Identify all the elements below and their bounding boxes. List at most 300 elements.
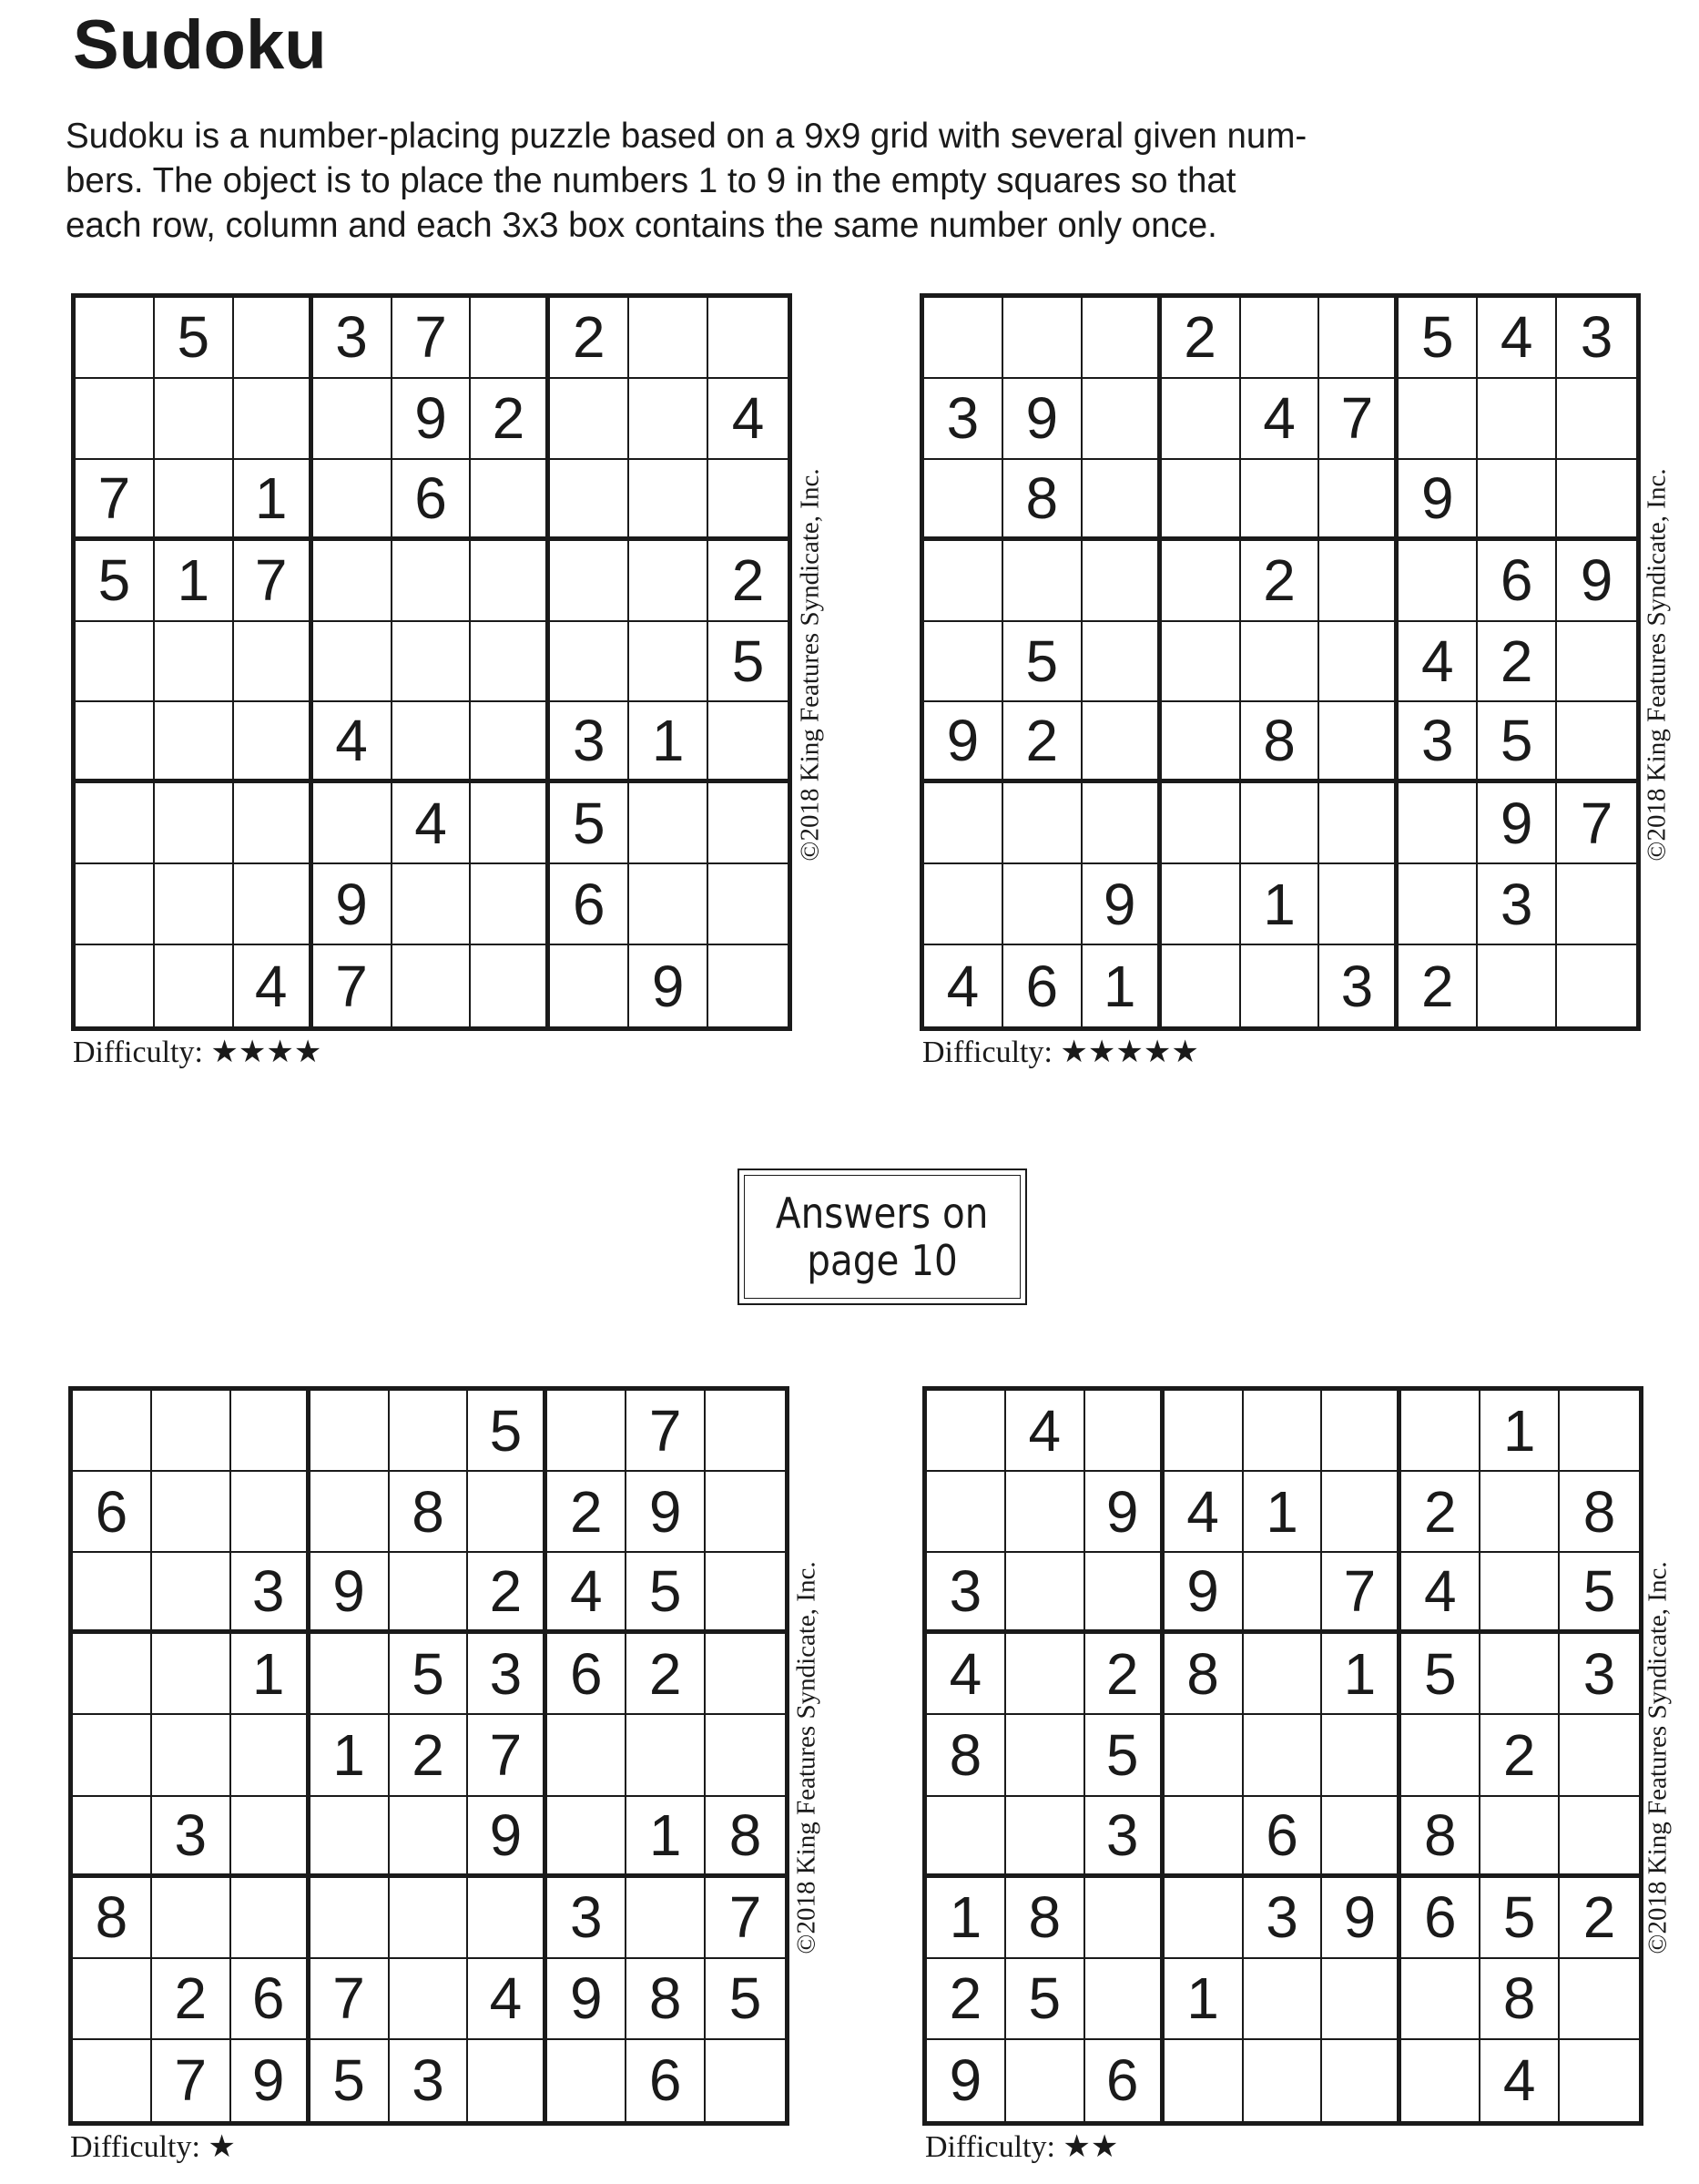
sudoku-cell[interactable] [76,864,155,945]
sudoku-cell[interactable]: 4 [392,783,472,864]
sudoku-cell[interactable]: 4 [924,945,1003,1026]
sudoku-cell[interactable] [1322,1715,1401,1796]
sudoku-cell[interactable] [471,783,550,864]
sudoku-cell[interactable] [1560,1391,1639,1472]
sudoku-cell[interactable] [468,1878,547,1959]
sudoku-cell[interactable] [1165,1878,1244,1959]
sudoku-cell[interactable] [1478,379,1557,460]
sudoku-cell[interactable] [1162,702,1241,783]
sudoku-cell[interactable] [310,1391,390,1472]
sudoku-cell[interactable] [313,460,392,541]
sudoku-cell[interactable] [708,783,788,864]
sudoku-cell[interactable]: 6 [1401,1878,1480,1959]
sudoku-cell[interactable] [1319,702,1399,783]
sudoku-cell[interactable]: 6 [1478,541,1557,622]
sudoku-cell[interactable] [927,1797,1006,1878]
sudoku-cell[interactable]: 2 [1399,945,1478,1026]
sudoku-cell[interactable] [1083,541,1162,622]
sudoku-cell[interactable] [626,1878,706,1959]
sudoku-cell[interactable]: 2 [468,1553,547,1634]
sudoku-cell[interactable]: 5 [706,1959,785,2040]
sudoku-cell[interactable]: 8 [73,1878,152,1959]
sudoku-cell[interactable] [1244,1391,1323,1472]
sudoku-cell[interactable] [1241,460,1320,541]
sudoku-cell[interactable] [626,1715,706,1796]
sudoku-cell[interactable] [1557,622,1636,703]
sudoku-cell[interactable]: 5 [1478,702,1557,783]
sudoku-cell[interactable]: 9 [626,1472,706,1553]
sudoku-cell[interactable] [155,460,234,541]
sudoku-cell[interactable]: 8 [1401,1797,1480,1878]
sudoku-cell[interactable] [392,541,472,622]
sudoku-cell[interactable] [1560,1715,1639,1796]
sudoku-cell[interactable] [1085,1553,1165,1634]
sudoku-cell[interactable]: 2 [547,1472,626,1553]
sudoku-cell[interactable] [924,460,1003,541]
sudoku-cell[interactable] [629,783,708,864]
sudoku-cell[interactable]: 7 [234,541,313,622]
sudoku-cell[interactable] [155,702,234,783]
sudoku-cell[interactable]: 7 [152,2040,231,2121]
sudoku-cell[interactable]: 3 [313,298,392,379]
sudoku-cell[interactable] [547,2040,626,2121]
sudoku-cell[interactable] [924,864,1003,945]
sudoku-cell[interactable] [1006,1715,1085,1796]
sudoku-cell[interactable] [1322,1959,1401,2040]
sudoku-cell[interactable] [76,783,155,864]
sudoku-cell[interactable] [1401,2040,1480,2121]
sudoku-cell[interactable] [390,1391,469,1472]
sudoku-cell[interactable] [1006,1472,1085,1553]
sudoku-cell[interactable] [1162,864,1241,945]
sudoku-cell[interactable] [1244,1553,1323,1634]
sudoku-cell[interactable] [924,783,1003,864]
sudoku-cell[interactable] [76,622,155,703]
sudoku-cell[interactable]: 4 [1165,1472,1244,1553]
sudoku-cell[interactable]: 7 [1319,379,1399,460]
sudoku-cell[interactable] [1480,1797,1560,1878]
sudoku-cell[interactable] [1319,541,1399,622]
sudoku-cell[interactable] [1006,1634,1085,1715]
sudoku-cell[interactable] [1319,622,1399,703]
sudoku-cell[interactable] [1162,622,1241,703]
sudoku-cell[interactable]: 6 [547,1634,626,1715]
sudoku-cell[interactable] [629,298,708,379]
sudoku-cell[interactable] [1480,1634,1560,1715]
sudoku-cell[interactable]: 1 [1165,1959,1244,2040]
sudoku-cell[interactable]: 3 [1399,702,1478,783]
sudoku-cell[interactable]: 5 [1480,1878,1560,1959]
sudoku-cell[interactable] [1399,783,1478,864]
sudoku-cell[interactable] [1162,945,1241,1026]
sudoku-cell[interactable] [152,1553,231,1634]
sudoku-cell[interactable]: 9 [1003,379,1083,460]
sudoku-cell[interactable]: 5 [76,541,155,622]
sudoku-cell[interactable] [152,1634,231,1715]
sudoku-cell[interactable]: 7 [313,945,392,1026]
sudoku-cell[interactable] [468,2040,547,2121]
sudoku-cell[interactable] [547,1797,626,1878]
sudoku-cell[interactable] [1006,1797,1085,1878]
sudoku-cell[interactable]: 1 [1083,945,1162,1026]
sudoku-cell[interactable] [1401,1959,1480,2040]
sudoku-cell[interactable]: 7 [626,1391,706,1472]
sudoku-cell[interactable] [927,1391,1006,1472]
sudoku-cell[interactable]: 3 [468,1634,547,1715]
sudoku-cell[interactable]: 4 [1401,1553,1480,1634]
sudoku-cell[interactable]: 1 [1241,864,1320,945]
sudoku-cell[interactable] [629,864,708,945]
sudoku-cell[interactable]: 4 [1241,379,1320,460]
sudoku-cell[interactable] [471,622,550,703]
sudoku-cell[interactable] [706,1391,785,1472]
sudoku-cell[interactable] [1241,945,1320,1026]
sudoku-cell[interactable]: 9 [924,702,1003,783]
sudoku-cell[interactable]: 4 [313,702,392,783]
sudoku-cell[interactable]: 9 [1478,783,1557,864]
sudoku-cell[interactable]: 4 [927,1634,1006,1715]
sudoku-cell[interactable] [1478,945,1557,1026]
sudoku-cell[interactable]: 9 [1557,541,1636,622]
sudoku-cell[interactable] [73,2040,152,2121]
sudoku-cell[interactable] [1244,1634,1323,1715]
sudoku-cell[interactable] [390,1553,469,1634]
sudoku-cell[interactable]: 9 [629,945,708,1026]
sudoku-cell[interactable] [629,460,708,541]
sudoku-cell[interactable] [1083,298,1162,379]
sudoku-cell[interactable]: 5 [550,783,629,864]
sudoku-cell[interactable] [1399,864,1478,945]
sudoku-cell[interactable]: 3 [547,1878,626,1959]
sudoku-cell[interactable] [1006,2040,1085,2121]
sudoku-cell[interactable] [1162,379,1241,460]
sudoku-cell[interactable] [73,1634,152,1715]
sudoku-cell[interactable] [708,702,788,783]
sudoku-cell[interactable] [155,622,234,703]
sudoku-cell[interactable]: 9 [1085,1472,1165,1553]
sudoku-cell[interactable] [310,1878,390,1959]
sudoku-cell[interactable]: 8 [1006,1878,1085,1959]
sudoku-cell[interactable]: 5 [468,1391,547,1472]
sudoku-cell[interactable] [310,1472,390,1553]
sudoku-cell[interactable] [1319,298,1399,379]
sudoku-cell[interactable]: 3 [1244,1878,1323,1959]
sudoku-cell[interactable] [1006,1553,1085,1634]
sudoku-cell[interactable]: 6 [626,2040,706,2121]
sudoku-cell[interactable] [706,2040,785,2121]
sudoku-cell[interactable]: 8 [390,1472,469,1553]
sudoku-cell[interactable]: 9 [468,1797,547,1878]
sudoku-cell[interactable]: 9 [1322,1878,1401,1959]
sudoku-cell[interactable]: 4 [468,1959,547,2040]
sudoku-cell[interactable] [1401,1715,1480,1796]
sudoku-cell[interactable] [1399,379,1478,460]
sudoku-cell[interactable] [471,460,550,541]
sudoku-cell[interactable] [706,1472,785,1553]
sudoku-cell[interactable]: 5 [310,2040,390,2121]
sudoku-cell[interactable]: 3 [152,1797,231,1878]
sudoku-cell[interactable] [155,379,234,460]
sudoku-cell[interactable] [155,864,234,945]
sudoku-cell[interactable]: 5 [1006,1959,1085,2040]
sudoku-cell[interactable]: 8 [626,1959,706,2040]
sudoku-cell[interactable] [1003,864,1083,945]
sudoku-cell[interactable] [708,460,788,541]
sudoku-cell[interactable] [1083,783,1162,864]
sudoku-cell[interactable] [471,864,550,945]
sudoku-cell[interactable]: 8 [1241,702,1320,783]
sudoku-cell[interactable] [1003,541,1083,622]
sudoku-cell[interactable]: 1 [231,1634,310,1715]
sudoku-cell[interactable]: 6 [550,864,629,945]
sudoku-cell[interactable]: 3 [231,1553,310,1634]
sudoku-cell[interactable] [392,864,472,945]
sudoku-cell[interactable] [152,1391,231,1472]
sudoku-cell[interactable] [392,702,472,783]
sudoku-cell[interactable] [1085,1878,1165,1959]
sudoku-cell[interactable]: 9 [1083,864,1162,945]
sudoku-cell[interactable] [155,945,234,1026]
sudoku-cell[interactable] [550,460,629,541]
sudoku-cell[interactable] [1165,1715,1244,1796]
sudoku-cell[interactable] [1003,783,1083,864]
sudoku-cell[interactable] [1401,1391,1480,1472]
sudoku-cell[interactable] [76,945,155,1026]
sudoku-cell[interactable] [1560,1959,1639,2040]
sudoku-cell[interactable] [73,1959,152,2040]
sudoku-cell[interactable]: 2 [1478,622,1557,703]
sudoku-cell[interactable]: 3 [927,1553,1006,1634]
sudoku-cell[interactable]: 6 [231,1959,310,2040]
sudoku-cell[interactable] [1162,541,1241,622]
sudoku-cell[interactable] [152,1715,231,1796]
sudoku-cell[interactable]: 3 [390,2040,469,2121]
sudoku-cell[interactable] [390,1797,469,1878]
sudoku-cell[interactable] [471,298,550,379]
sudoku-cell[interactable] [1557,945,1636,1026]
sudoku-cell[interactable]: 5 [155,298,234,379]
sudoku-cell[interactable] [1003,298,1083,379]
sudoku-cell[interactable] [1319,864,1399,945]
sudoku-cell[interactable] [1165,1391,1244,1472]
sudoku-cell[interactable] [1322,2040,1401,2121]
sudoku-cell[interactable]: 9 [231,2040,310,2121]
sudoku-cell[interactable]: 7 [1322,1553,1401,1634]
sudoku-cell[interactable]: 2 [626,1634,706,1715]
sudoku-cell[interactable]: 3 [1560,1634,1639,1715]
sudoku-cell[interactable]: 1 [626,1797,706,1878]
sudoku-cell[interactable]: 9 [1399,460,1478,541]
sudoku-cell[interactable] [1319,460,1399,541]
sudoku-cell[interactable] [76,298,155,379]
sudoku-cell[interactable]: 6 [1244,1797,1323,1878]
sudoku-cell[interactable]: 9 [313,864,392,945]
sudoku-cell[interactable] [234,864,313,945]
sudoku-cell[interactable] [1322,1797,1401,1878]
sudoku-cell[interactable]: 5 [626,1553,706,1634]
sudoku-cell[interactable] [231,1391,310,1472]
sudoku-cell[interactable] [708,864,788,945]
sudoku-cell[interactable] [1557,460,1636,541]
sudoku-cell[interactable]: 4 [1399,622,1478,703]
sudoku-cell[interactable] [550,622,629,703]
sudoku-cell[interactable] [547,1715,626,1796]
sudoku-cell[interactable]: 9 [392,379,472,460]
sudoku-cell[interactable] [706,1634,785,1715]
sudoku-cell[interactable]: 9 [310,1553,390,1634]
sudoku-cell[interactable] [1560,2040,1639,2121]
sudoku-cell[interactable]: 7 [706,1878,785,1959]
sudoku-cell[interactable]: 3 [924,379,1003,460]
sudoku-cell[interactable] [234,622,313,703]
sudoku-cell[interactable]: 2 [152,1959,231,2040]
sudoku-cell[interactable]: 2 [471,379,550,460]
sudoku-cell[interactable]: 8 [1480,1959,1560,2040]
sudoku-cell[interactable]: 6 [1003,945,1083,1026]
sudoku-cell[interactable]: 1 [234,460,313,541]
sudoku-cell[interactable]: 5 [708,622,788,703]
sudoku-cell[interactable] [155,783,234,864]
sudoku-cell[interactable]: 3 [1557,298,1636,379]
sudoku-cell[interactable]: 5 [390,1634,469,1715]
sudoku-cell[interactable] [392,945,472,1026]
sudoku-cell[interactable]: 1 [629,702,708,783]
sudoku-cell[interactable] [73,1715,152,1796]
sudoku-cell[interactable]: 2 [1162,298,1241,379]
sudoku-cell[interactable] [231,1797,310,1878]
sudoku-cell[interactable] [313,783,392,864]
sudoku-cell[interactable]: 4 [1478,298,1557,379]
sudoku-cell[interactable]: 2 [1560,1878,1639,1959]
sudoku-cell[interactable] [1322,1391,1401,1472]
sudoku-cell[interactable] [231,1715,310,1796]
sudoku-cell[interactable] [471,702,550,783]
sudoku-cell[interactable] [547,1391,626,1472]
sudoku-cell[interactable]: 3 [550,702,629,783]
sudoku-cell[interactable]: 2 [927,1959,1006,2040]
sudoku-cell[interactable] [231,1472,310,1553]
sudoku-cell[interactable] [1165,2040,1244,2121]
sudoku-cell[interactable] [629,541,708,622]
sudoku-cell[interactable] [471,945,550,1026]
sudoku-cell[interactable] [1560,1797,1639,1878]
sudoku-cell[interactable]: 7 [76,460,155,541]
sudoku-cell[interactable]: 2 [1401,1472,1480,1553]
sudoku-cell[interactable]: 5 [1560,1553,1639,1634]
sudoku-cell[interactable] [390,1959,469,2040]
sudoku-cell[interactable] [706,1715,785,1796]
sudoku-cell[interactable] [1241,622,1320,703]
sudoku-cell[interactable] [310,1634,390,1715]
sudoku-cell[interactable]: 8 [706,1797,785,1878]
sudoku-cell[interactable] [76,379,155,460]
sudoku-cell[interactable]: 5 [1085,1715,1165,1796]
sudoku-cell[interactable]: 1 [927,1878,1006,1959]
sudoku-cell[interactable] [1557,864,1636,945]
sudoku-cell[interactable] [310,1797,390,1878]
sudoku-cell[interactable] [1244,1715,1323,1796]
sudoku-cell[interactable]: 1 [1480,1391,1560,1472]
sudoku-cell[interactable] [1085,1391,1165,1472]
sudoku-cell[interactable] [392,622,472,703]
sudoku-cell[interactable]: 6 [1085,2040,1165,2121]
sudoku-cell[interactable] [550,541,629,622]
sudoku-cell[interactable]: 1 [1244,1472,1323,1553]
sudoku-cell[interactable]: 5 [1401,1634,1480,1715]
sudoku-cell[interactable]: 4 [708,379,788,460]
sudoku-cell[interactable]: 2 [390,1715,469,1796]
sudoku-cell[interactable]: 2 [1003,702,1083,783]
sudoku-cell[interactable]: 6 [392,460,472,541]
sudoku-cell[interactable] [234,298,313,379]
sudoku-cell[interactable] [1322,1472,1401,1553]
sudoku-cell[interactable] [234,379,313,460]
sudoku-cell[interactable] [390,1878,469,1959]
sudoku-cell[interactable]: 3 [1478,864,1557,945]
sudoku-cell[interactable]: 7 [468,1715,547,1796]
sudoku-cell[interactable] [1478,460,1557,541]
sudoku-cell[interactable] [231,1878,310,1959]
sudoku-cell[interactable] [927,1472,1006,1553]
sudoku-cell[interactable] [152,1878,231,1959]
sudoku-cell[interactable] [73,1391,152,1472]
sudoku-cell[interactable]: 1 [310,1715,390,1796]
sudoku-cell[interactable] [1165,1797,1244,1878]
sudoku-cell[interactable] [1480,1553,1560,1634]
sudoku-cell[interactable] [629,379,708,460]
sudoku-cell[interactable] [550,945,629,1026]
sudoku-cell[interactable] [1241,783,1320,864]
sudoku-cell[interactable] [73,1797,152,1878]
sudoku-cell[interactable] [73,1553,152,1634]
sudoku-cell[interactable] [1557,379,1636,460]
sudoku-cell[interactable] [1480,1472,1560,1553]
sudoku-cell[interactable]: 8 [927,1715,1006,1796]
sudoku-cell[interactable]: 2 [550,298,629,379]
sudoku-cell[interactable] [76,702,155,783]
sudoku-cell[interactable] [471,541,550,622]
sudoku-cell[interactable]: 2 [1085,1634,1165,1715]
sudoku-cell[interactable] [550,379,629,460]
sudoku-cell[interactable] [234,783,313,864]
sudoku-cell[interactable]: 1 [155,541,234,622]
sudoku-cell[interactable] [1319,783,1399,864]
sudoku-cell[interactable] [1162,460,1241,541]
sudoku-cell[interactable] [1557,702,1636,783]
sudoku-cell[interactable]: 4 [1480,2040,1560,2121]
sudoku-cell[interactable] [1399,541,1478,622]
sudoku-cell[interactable]: 3 [1319,945,1399,1026]
sudoku-cell[interactable] [924,622,1003,703]
sudoku-cell[interactable]: 8 [1003,460,1083,541]
sudoku-cell[interactable]: 9 [927,2040,1006,2121]
sudoku-cell[interactable] [1083,460,1162,541]
sudoku-cell[interactable]: 4 [1006,1391,1085,1472]
sudoku-cell[interactable] [1244,1959,1323,2040]
sudoku-cell[interactable]: 8 [1165,1634,1244,1715]
sudoku-cell[interactable]: 4 [547,1553,626,1634]
sudoku-cell[interactable] [313,622,392,703]
sudoku-cell[interactable] [708,945,788,1026]
sudoku-cell[interactable]: 5 [1003,622,1083,703]
sudoku-cell[interactable]: 8 [1560,1472,1639,1553]
sudoku-cell[interactable] [1241,298,1320,379]
sudoku-cell[interactable] [313,379,392,460]
sudoku-cell[interactable]: 2 [708,541,788,622]
sudoku-cell[interactable]: 7 [392,298,472,379]
sudoku-cell[interactable] [313,541,392,622]
sudoku-cell[interactable]: 7 [310,1959,390,2040]
